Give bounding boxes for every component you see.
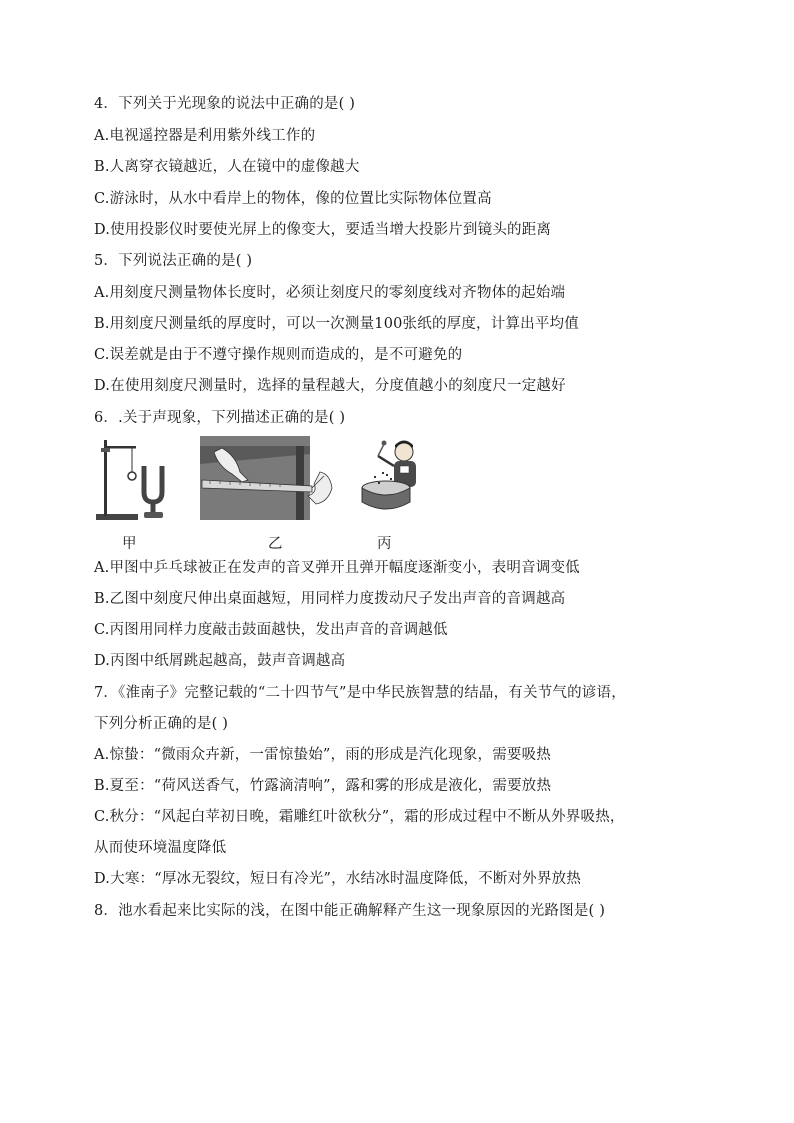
q7-option-c-line1: C.秋分：“风起白苹初日晚，霜雕红叶欲秋分”，霜的形成过程中不断从外界吸热， [94,809,625,825]
q6-stem: 6．.关于声现象，下列描述正确的是( ) [94,410,346,426]
q4-option-b: B.人离穿衣镜越近，人在镜中的虚像越大 [94,159,360,175]
q4-option-a: A.电视遥控器是利用紫外线工作的 [94,128,316,144]
figure-yi-ruler [200,436,340,524]
q7-option-a: A.惊蛰：“微雨众卉新，一雷惊蛰始”，雨的形成是汽化现象，需要吸热 [94,747,552,763]
q6-option-b: B.乙图中刻度尺伸出桌面越短，用同样力度拨动尺子发出声音的音调越高 [94,591,566,607]
q5-option-d: D.在使用刻度尺测量时，选择的量程越大，分度值越小的刻度尺一定越好 [94,378,566,394]
q4-option-d: D.使用投影仪时要使光屏上的像变大，要适当增大投影片到镜头的距离 [94,222,552,238]
q4-option-c: C.游泳时，从水中看岸上的物体，像的位置比实际物体位置高 [94,191,492,207]
q4-stem: 4．下列关于光现象的说法中正确的是( ) [94,96,356,112]
q7-option-d: D.大寒：“厚冰无裂纹，短日有冷光”，水结冰时温度降低，不断对外界放热 [94,871,582,887]
q8-stem: 8．池水看起来比实际的浅，在图中能正确解释产生这一现象原因的光路图是( ) [94,903,606,919]
figure-bing-drum [356,436,428,524]
q5-stem: 5．下列说法正确的是( ) [94,253,253,269]
figure-caption-yi: 乙 [268,536,283,552]
q5-option-b: B.用刻度尺测量纸的厚度时，可以一次测量100张纸的厚度，计算出平均值 [94,316,579,332]
q5-option-c: C.误差就是由于不遵守操作规则而造成的，是不可避免的 [94,347,463,363]
q6-option-c: C.丙图用同样力度敲击鼓面越快，发出声音的音调越低 [94,622,448,638]
q7-option-c-line2: 从而使环境温度降低 [94,840,227,856]
figure-caption-bing: 丙 [377,536,392,552]
q5-option-a: A.用刻度尺测量物体长度时，必须让刻度尺的零刻度线对齐物体的起始端 [94,285,566,301]
q6-option-d: D.丙图中纸屑跳起越高，鼓声音调越高 [94,653,346,669]
q7-stem-line2: 下列分析正确的是( ) [94,716,229,732]
q7-stem-line1: 7．《淮南子》完整记载的“二十四节气”是中华民族智慧的结晶，有关节气的谚语， [94,685,626,701]
q7-option-b: B.夏至：“荷风送香气，竹露滴清响”，露和雾的形成是液化，需要放热 [94,778,552,794]
q6-option-a: A.甲图中乒乓球被正在发声的音叉弹开且弹开幅度逐渐变小，表明音调变低 [94,560,580,576]
figure-caption-jia: 甲 [122,536,137,552]
figure-jia-tuning-fork [94,436,174,524]
